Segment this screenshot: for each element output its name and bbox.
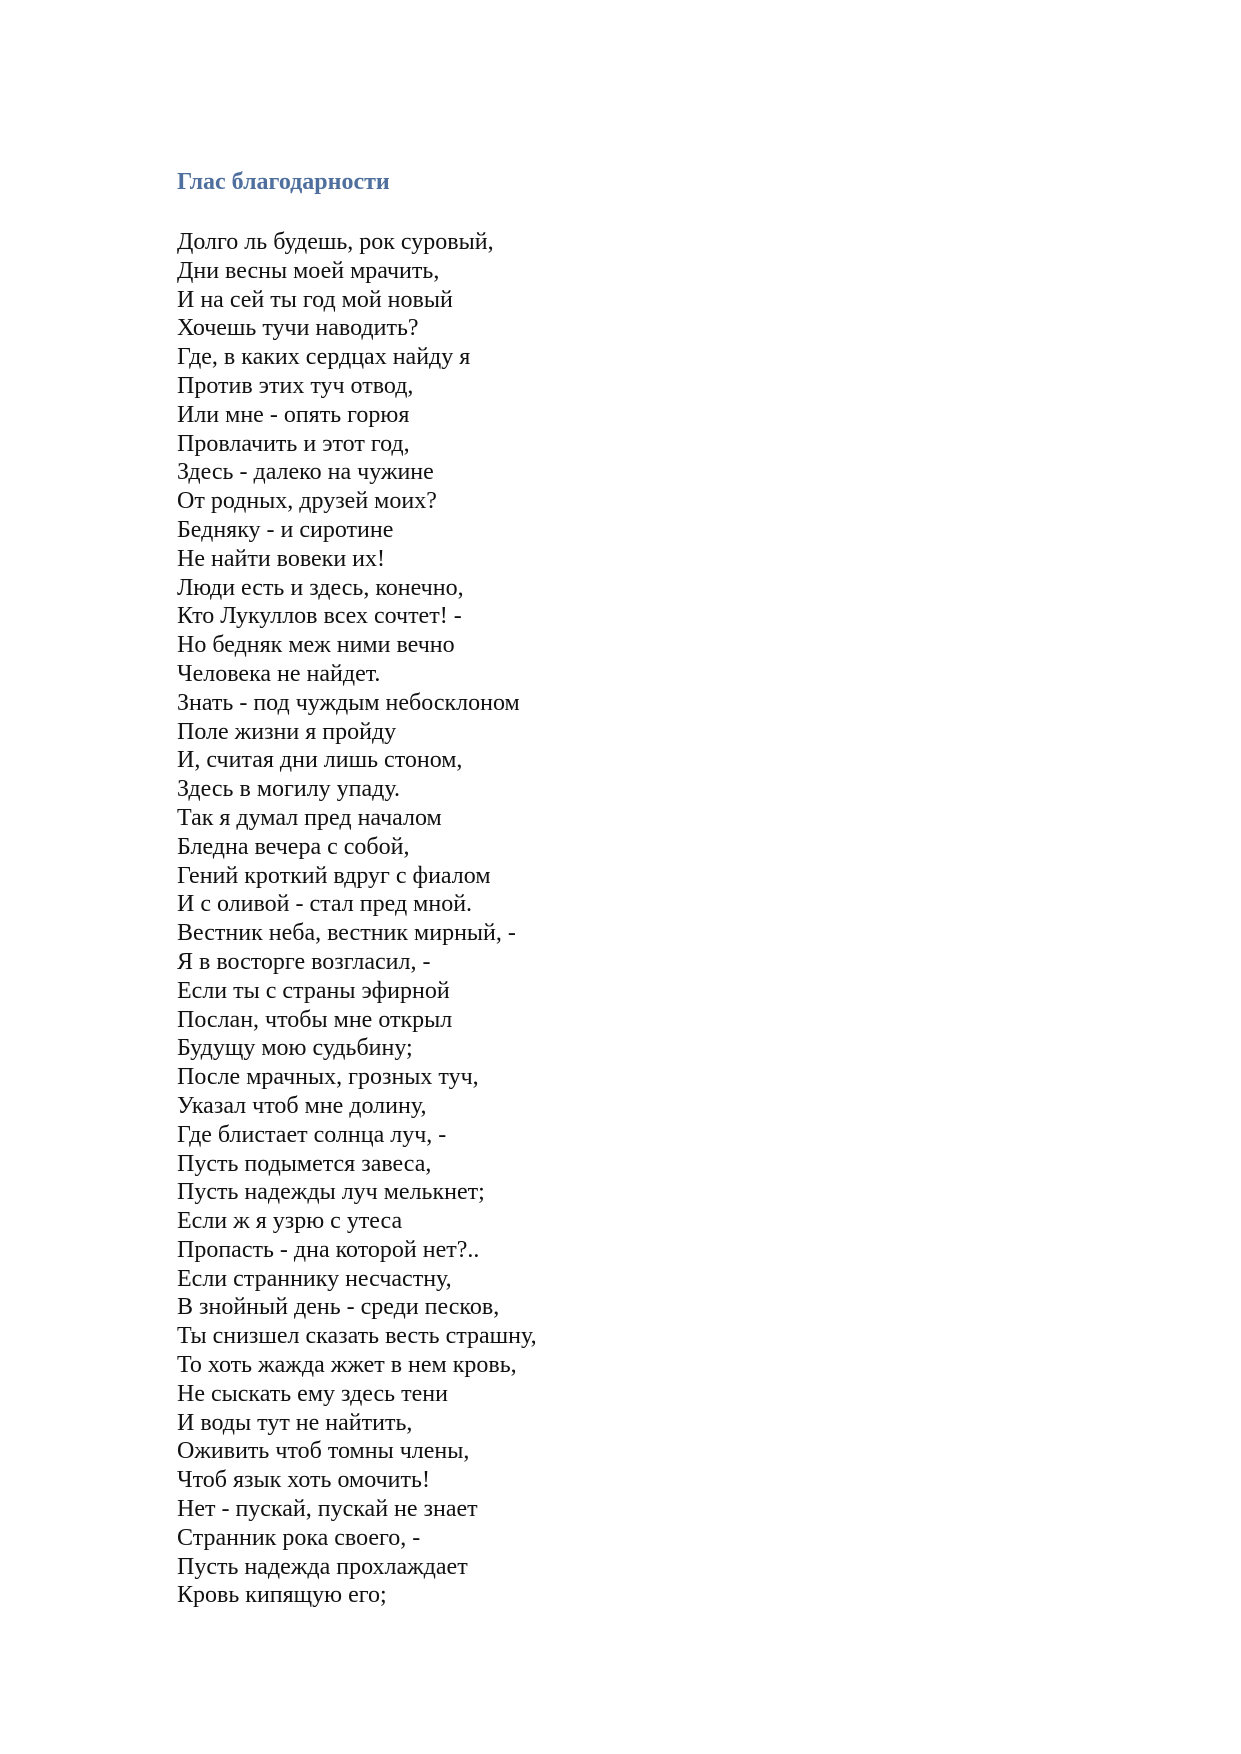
- poem-title: Глас благодарности: [177, 169, 390, 195]
- poem-line: И воды тут не найтить,: [177, 1409, 413, 1436]
- poem-line: Здесь в могилу упаду.: [177, 776, 400, 803]
- poem-line: В знойный день - среди песков,: [177, 1294, 500, 1321]
- poem-line: Против этих туч отвод,: [177, 372, 414, 399]
- poem-line: Долго ль будешь, рок суровый,: [177, 229, 494, 255]
- poem-line: Здесь - далеко на чужине: [177, 459, 434, 486]
- poem-line: Гений кроткий вдруг с фиалом: [177, 862, 491, 889]
- poem-line: Кровь кипящую его;: [177, 1582, 387, 1609]
- poem-line: Поле жизни я пройду: [177, 718, 397, 745]
- poem-line: Не найти вовеки их!: [177, 545, 386, 572]
- poem-line: Пусть подымется завеса,: [177, 1150, 432, 1177]
- poem-line: Так я думал пред началом: [177, 804, 442, 831]
- poem-line: Я в восторге возгласил, -: [177, 948, 431, 975]
- poem-line: Не сыскать ему здесь тени: [177, 1380, 448, 1407]
- poem-line: Дни весны моей мрачить,: [177, 257, 440, 284]
- poem-line: И, считая дни лишь стоном,: [177, 747, 463, 774]
- poem-line: Ты снизшел сказать весть страшну,: [177, 1323, 537, 1350]
- poem-line: Будущу мою судьбину;: [177, 1035, 413, 1062]
- poem-line: Люди есть и здесь, конечно,: [177, 574, 464, 601]
- poem-line: Пусть надежда прохлаждает: [177, 1553, 468, 1580]
- poem-line: Человека не найдет.: [177, 660, 381, 687]
- poem-body: [177, 228, 537, 1610]
- poem-line: Хочешь тучи наводить?: [177, 315, 419, 342]
- poem-line: Вестник неба, вестник мирный, -: [177, 920, 516, 947]
- poem-line: И на сей ты год мой новый: [177, 286, 453, 313]
- poem-line: И с оливой - стал пред мной.: [177, 891, 473, 918]
- poem-line: Пропасть - дна которой нет?..: [177, 1236, 480, 1263]
- poem-line: Если страннику несчастну,: [177, 1265, 452, 1292]
- poem-line: Послан, чтобы мне открыл: [177, 1006, 453, 1033]
- poem-line: Странник рока своего, -: [177, 1524, 421, 1551]
- poem-line: Чтоб язык хоть омочить!: [177, 1467, 430, 1494]
- poem-line: Если ты с страны эфирной: [177, 977, 450, 1004]
- poem-line: Пусть надежды луч мелькнет;: [177, 1179, 485, 1206]
- poem-line: Бледна вечера с собой,: [177, 833, 410, 860]
- poem-line: Где, в каких сердцах найду я: [177, 344, 471, 371]
- poem-line: Где блистает солнца луч, -: [177, 1121, 447, 1148]
- poem-line: После мрачных, грозных туч,: [177, 1064, 479, 1091]
- poem-line: Нет - пускай, пускай не знает: [177, 1496, 478, 1523]
- poem-line: Провлачить и этот год,: [177, 430, 410, 457]
- poem-line: Но бедняк меж ними вечно: [177, 632, 455, 659]
- poem-line: Если ж я узрю с утеса: [177, 1208, 403, 1235]
- poem-line: То хоть жажда жжет в нем кровь,: [177, 1352, 517, 1379]
- poem-line: Оживить чтоб томны члены,: [177, 1438, 470, 1465]
- poem-line: От родных, друзей моих?: [177, 488, 437, 515]
- poem-line: Бедняку - и сиротине: [177, 516, 394, 543]
- poem-line: Или мне - опять горюя: [177, 401, 410, 428]
- poem-line: Указал чтоб мне долину,: [177, 1092, 427, 1119]
- poem-line: Знать - под чуждым небосклоном: [177, 689, 520, 716]
- poem-line: Кто Лукуллов всех сочтет! -: [177, 603, 462, 630]
